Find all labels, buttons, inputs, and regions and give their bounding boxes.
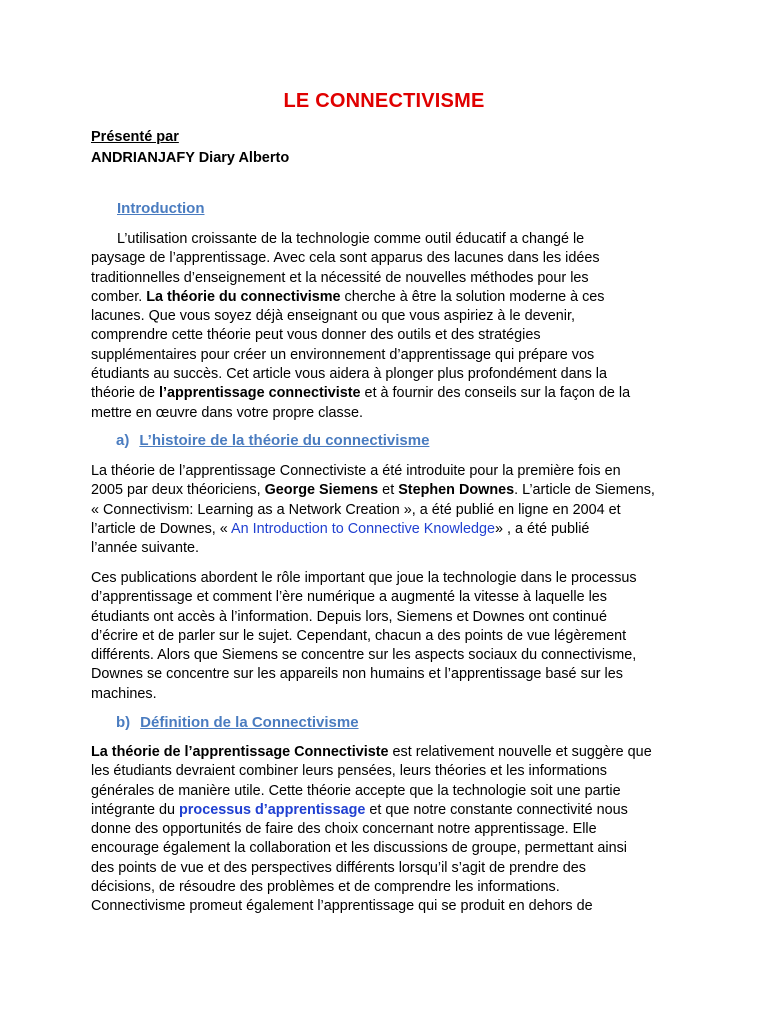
document-title: LE CONNECTIVISME [283,90,485,112]
text-run: » , a été publié [494,520,590,537]
heading-number: b) [116,714,131,731]
bold-run: La théorie du connectivisme [146,288,341,305]
heading-definition-text: Définition de la Connectivisme [140,714,359,731]
text-run: l’article de Downes, « [91,520,231,537]
text-line: L’utilisation croissante de la technologie comme outil éducatif a changé le [117,231,585,247]
text-line [91,481,691,500]
heading-definition [116,714,359,731]
text-line: des points de vue et des perspectives différents lorsqu’il s’agit de prendre des [91,859,586,876]
text-run: 2005 par deux théoriciens, [91,482,265,499]
text-line: machines. [91,685,157,702]
text-line: supplémentaires pour créer un environnement d’apprentissage qui prépare vos [91,346,595,363]
bold-run: La théorie de l’apprentissage Connectiviste [91,744,389,760]
text-line: Connectivisme promeut également l’apprentissage qui se produit en dehors de [91,898,593,915]
text-line: l’année suivante. [91,540,200,557]
text-line: les étudiants devraient combiner leurs pensées, leurs théories et les informations [91,763,607,780]
heading-history-text: L’histoire de la théorie du connectivisme [139,432,430,449]
heading-number: a) [116,432,130,449]
intro-paragraph [91,230,691,423]
text-line: La théorie de l’apprentissage Connectiviste a été introduite pour la première fois en [91,463,621,479]
text-line: Downes se concentre sur les appareils non humains et l’apprentissage basé sur les [91,666,623,683]
history-paragraph-1 [91,462,691,558]
text-line: Ces publications abordent le rôle important que joue la technologie dans le processus [91,570,637,586]
text-run: et [378,482,399,499]
definition-paragraph [91,743,691,917]
text-line: donne des opportunités de faire des choix concernant notre apprentissage. Elle [91,821,597,838]
text-run: cherche à être la solution moderne à ces [340,288,605,305]
text-line: comprendre cette théorie peut vous donner des outils et des stratégies [91,327,541,344]
text-line: mettre en œuvre dans votre propre classe. [91,404,363,421]
text-line: d’apprentissage et comment l’ère numérique a augmenté la vitesse à laquelle les [91,589,607,606]
heading-introduction [117,200,204,217]
bold-run: Stephen Downes [398,482,515,499]
heading-introduction-text: Introduction [117,200,205,217]
text-line: lacunes. Que vous soyez déjà enseignant ou que vous aspiriez à le devenir, [91,308,575,325]
text-line: paysage de l’apprentissage. Avec cela sont apparus des lacunes dans les idées [91,250,600,267]
text-line [91,288,691,307]
author-name: ANDRIANJAFY Diary Alberto [91,150,290,166]
history-paragraph-2 [91,569,691,704]
text-run: . L’article de Siemens, [514,482,655,499]
presented-by-label: Présenté par [91,129,179,145]
text-run: intégrante du [91,801,180,818]
bold-run: George Siemens [264,482,379,499]
text-run: théorie de [91,385,160,402]
text-line [91,520,691,539]
heading-history [116,432,429,449]
text-run: est relativement nouvelle et suggère que [388,744,652,760]
text-line: étudiants ont accès à l’information. Depuis lors, Siemens et Downes ont continué [91,608,607,625]
text-line: « Connectivism: Learning as a Network Creation », a été publié en ligne en 2004 et [91,501,621,518]
text-line: traditionnelles d’enseignement et la nécessité de nouvelles méthodes pour les [91,269,589,286]
text-line [91,801,691,820]
text-line: différents. Alors que Siemens se concentre sur les aspects sociaux du connectivisme, [91,647,637,664]
text-run: et à fournir des conseils sur la façon de la [360,385,631,402]
text-line: décisions, de résoudre des problèmes et de comprendre les informations. [91,879,560,896]
text-run: comber. [91,288,147,305]
text-line [91,384,691,403]
text-line: d’écrire et de parler sur le sujet. Cependant, chacun a des points de vue légèrement [91,627,627,644]
text-line: étudiants au succès. Cet article vous aidera à plonger plus profondément dans la [91,366,607,383]
text-run: et que notre constante connectivité nous [365,801,628,818]
article-link[interactable]: An Introduction to Connective Knowledge [230,520,495,537]
text-line: générales de manière utile. Cette théorie accepte que la technologie soit une partie [91,782,621,799]
text-line [91,743,691,762]
process-link[interactable]: processus d’apprentissage [179,801,366,818]
text-line: encourage également la collaboration et les discussions de groupe, permettant ainsi [91,840,627,857]
bold-run: l’apprentissage connectiviste [159,385,361,402]
